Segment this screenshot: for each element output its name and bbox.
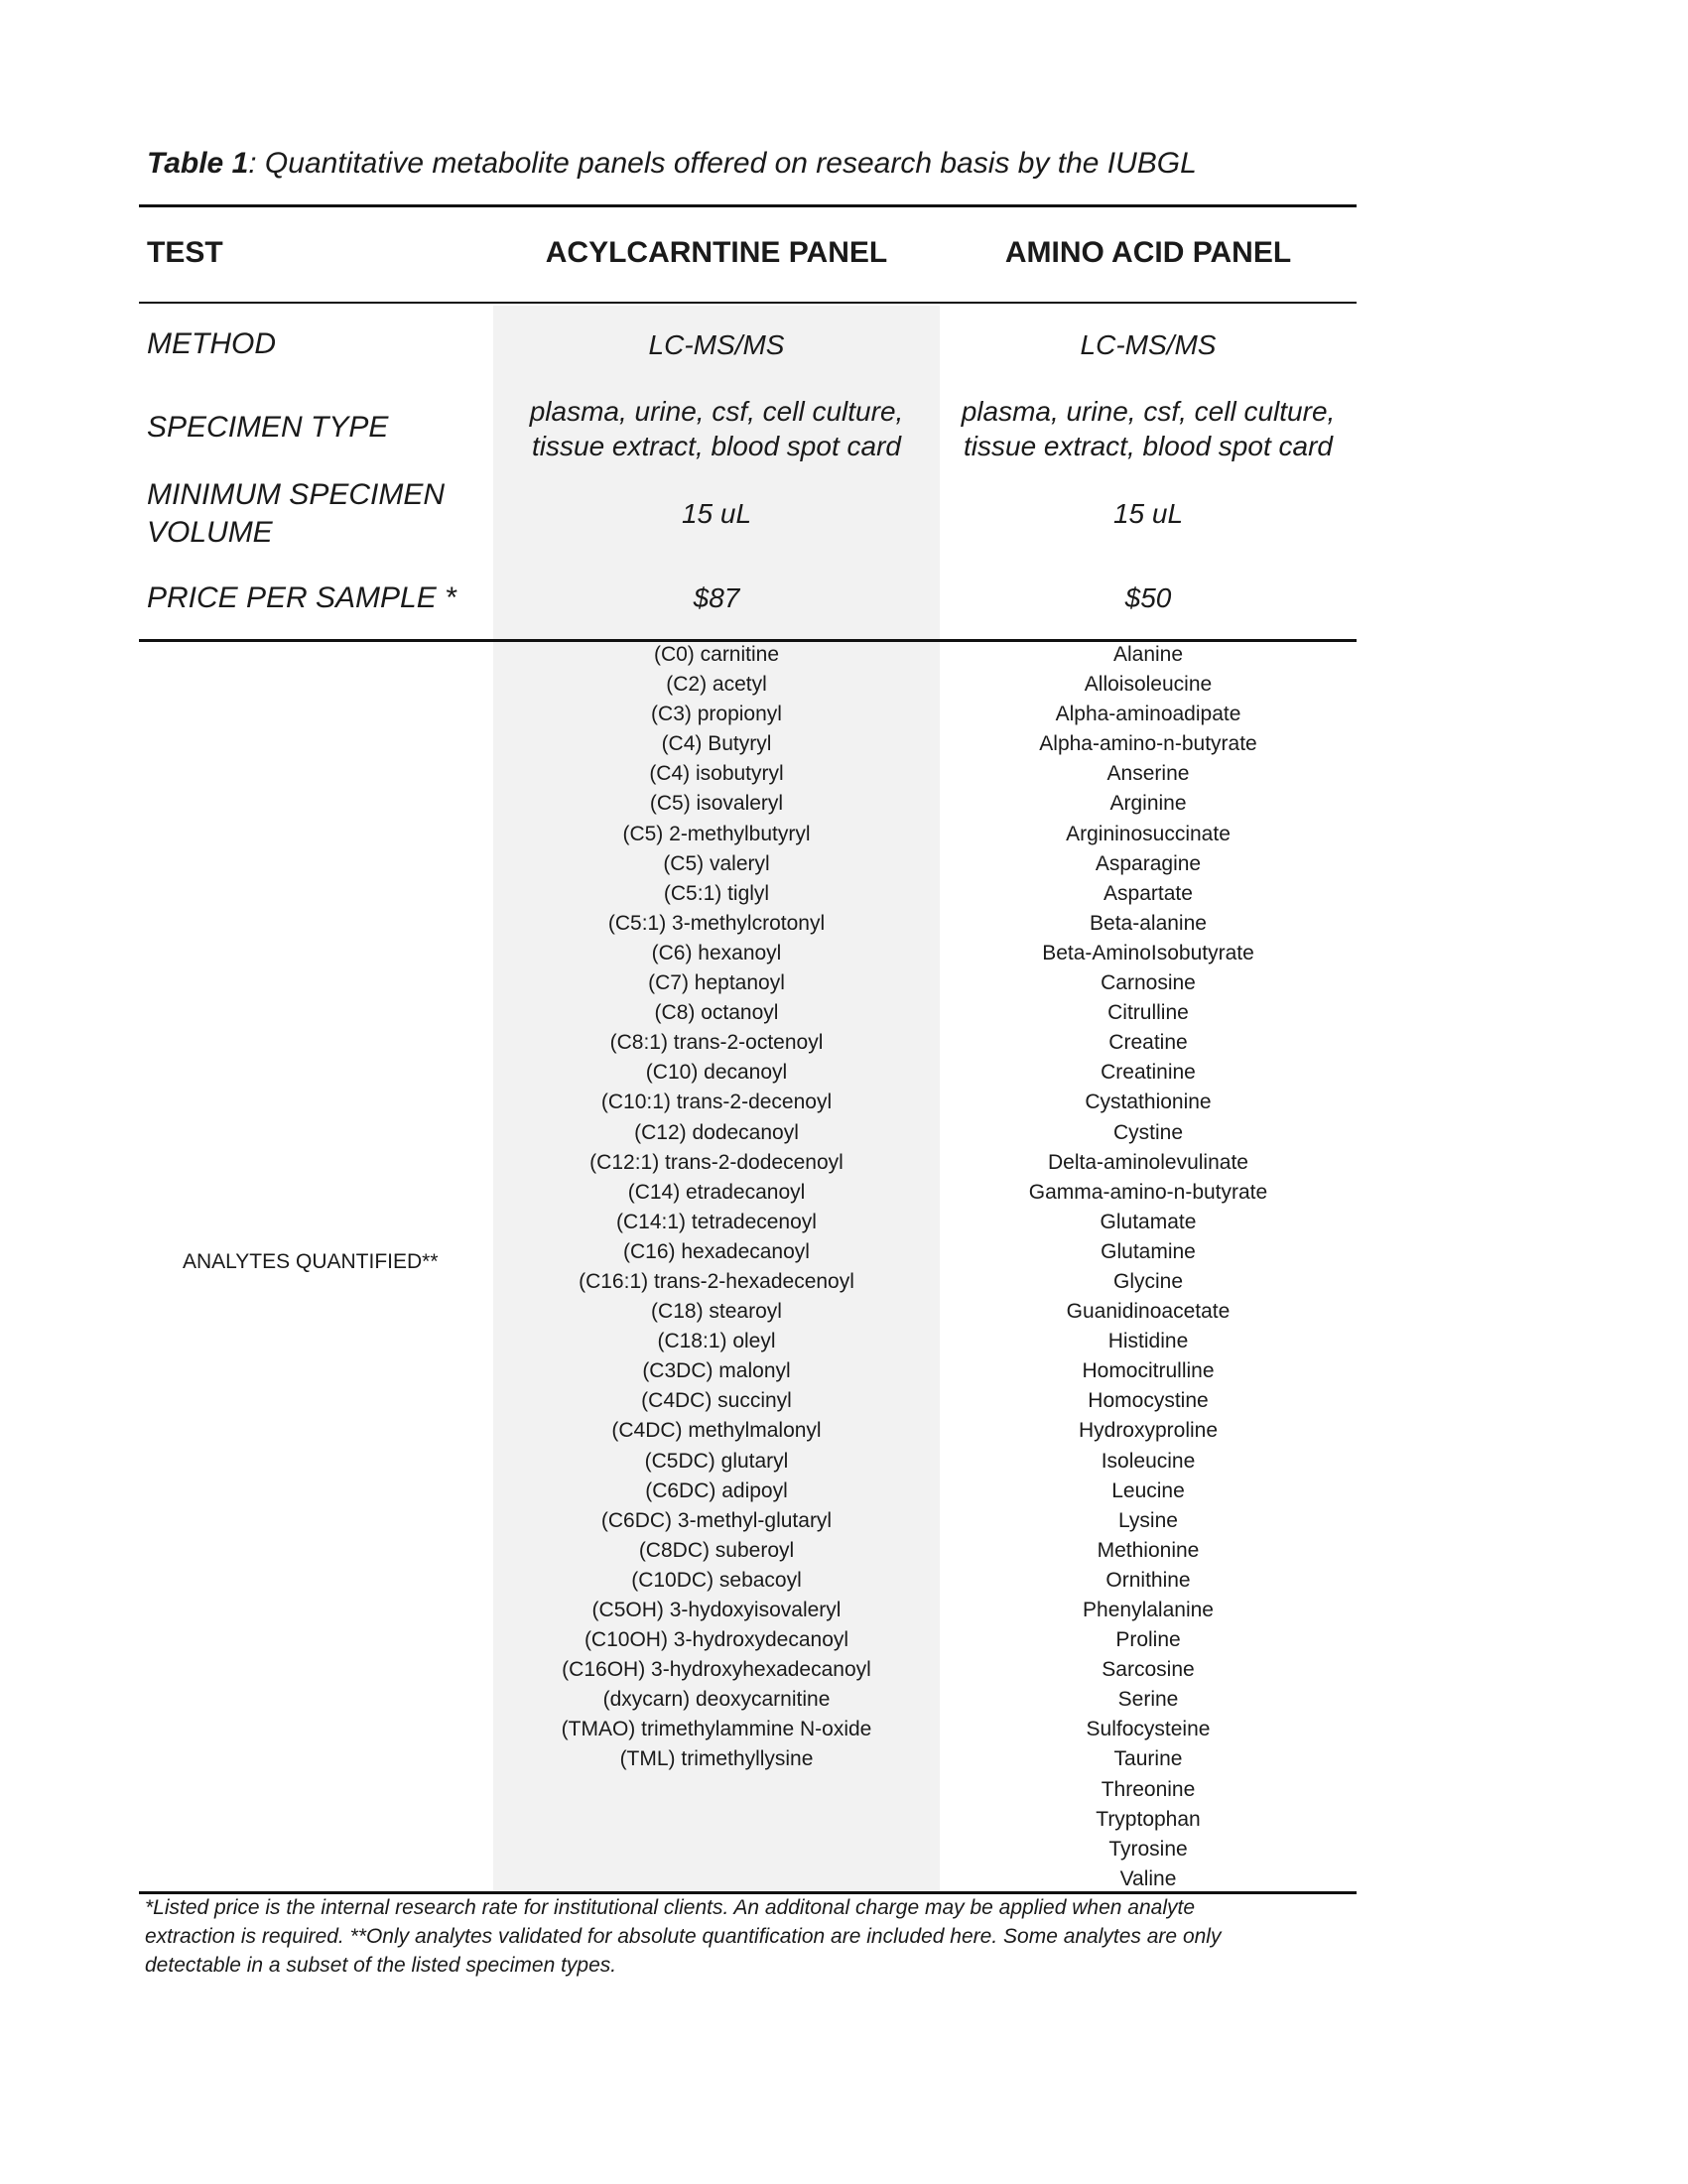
- analyte-list-item: Gamma-amino-n-butyrate: [1028, 1180, 1268, 1204]
- analyte-list-item: Creatine: [1108, 1031, 1188, 1055]
- analyte-list-item: Carnosine: [1101, 971, 1196, 995]
- analyte-list-item: Ornithine: [1105, 1568, 1191, 1592]
- table-top-rule: [139, 204, 1357, 207]
- table-caption-text: : Quantitative metabolite panels offered on research basis by the IUBGL: [248, 147, 1197, 180]
- analyte-list-item: (C3DC) malonyl: [642, 1359, 791, 1383]
- analyte-list-item: Alanine: [1112, 643, 1184, 666]
- specimen-amino-acid: [925, 394, 1371, 463]
- analyte-list-item: Asparagine: [1095, 851, 1202, 875]
- analyte-list-item: Valine: [1119, 1866, 1177, 1890]
- footnote-line3: detectable in a subset of the listed specimen types.: [145, 1954, 617, 1977]
- analyte-list-item: (C5:1) 3-methylcrotonyl: [607, 911, 826, 935]
- analyte-list-item: Threonine: [1101, 1777, 1196, 1801]
- analyte-list-item: Taurine: [1113, 1747, 1183, 1771]
- analyte-list-item: Methionine: [1097, 1538, 1200, 1562]
- analyte-list-item: Beta-AminoIsobutyrate: [1042, 941, 1254, 964]
- footnote-line1: *Listed price is the internal research rate for institutional clients. An additonal charge may be applied when analyte: [145, 1896, 1195, 1919]
- analyte-list-item: (C6) hexanoyl: [651, 941, 782, 964]
- analyte-list-item: Delta-aminolevulinate: [1048, 1150, 1248, 1174]
- analyte-list-item: Argininosuccinate: [1066, 822, 1231, 845]
- method-acylcarnitine: LC-MS/MS: [648, 329, 785, 360]
- analyte-list-item: Cystine: [1112, 1120, 1184, 1144]
- row-label-price-per-sample: PRICE PER SAMPLE *: [147, 581, 456, 614]
- analyte-list-item: Lysine: [1118, 1508, 1178, 1532]
- analyte-list-item: (TMAO) trimethylammine N-oxide: [561, 1718, 872, 1741]
- analyte-list-item: Aspartate: [1104, 881, 1193, 905]
- analyte-list-item: (C5) isovaleryl: [649, 792, 784, 816]
- analyte-list-item: (C4) isobutyryl: [649, 762, 784, 786]
- row-label-minimum-volume: [147, 476, 445, 552]
- analyte-list-item: Arginine: [1109, 792, 1187, 816]
- analyte-list-item: Sulfocysteine: [1086, 1718, 1211, 1741]
- price-acylcarnitine: $87: [693, 582, 740, 613]
- analyte-list-item: Tyrosine: [1108, 1837, 1188, 1861]
- specimen-amino-acid-line1: plasma, urine, csf, cell culture,: [961, 396, 1336, 427]
- amino-acid-analyte-list: [925, 640, 1371, 1894]
- analyte-list-item: (C0) carnitine: [653, 643, 780, 666]
- specimen-amino-acid-line2: tissue extract, blood spot card: [964, 431, 1333, 461]
- analyte-list-item: (dxycarn) deoxycarnitine: [602, 1688, 831, 1712]
- analyte-list-item: (C5OH) 3-hydoxyisovaleryl: [591, 1599, 842, 1621]
- analyte-list-item: (C14:1) tetradecenoyl: [616, 1210, 817, 1233]
- analyte-list-item: (C14) etradecanoyl: [627, 1180, 806, 1204]
- footnote-line2: extraction is required. **Only analytes validated for absolute quantification are included here. Some analytes are only: [145, 1925, 1222, 1948]
- analyte-list-item: Citrulline: [1107, 1001, 1189, 1025]
- analyte-list-item: (C18) stearoyl: [651, 1300, 782, 1324]
- analyte-list-item: (TML) trimethyllysine: [619, 1747, 814, 1771]
- analyte-list-item: Hydroxyproline: [1078, 1419, 1219, 1443]
- analyte-list-item: (C16OH) 3-hydroxyhexadecanoyl: [562, 1658, 871, 1682]
- analyte-list-item: (C8) octanoyl: [654, 1001, 779, 1025]
- method-amino-acid: LC-MS/MS: [1080, 329, 1217, 360]
- analyte-list-item: Leucine: [1111, 1478, 1185, 1502]
- row-label-minimum-volume-line2: VOLUME: [147, 516, 273, 549]
- analyte-list-item: (C10OH) 3-hydroxydecanoyl: [584, 1628, 849, 1652]
- analyte-list-item: (C10DC) sebacoyl: [631, 1568, 802, 1592]
- analyte-list-item: Homocitrulline: [1082, 1359, 1215, 1383]
- row-label-analytes-quantified: ANALYTES QUANTIFIED**: [183, 1250, 439, 1273]
- analyte-list-item: (C8:1) trans-2-octenoyl: [609, 1031, 824, 1055]
- analyte-list-item: Beta-alanine: [1090, 911, 1207, 935]
- analyte-list-item: Creatinine: [1101, 1061, 1196, 1085]
- analyte-list-item: Phenylalanine: [1083, 1599, 1214, 1621]
- acylcarnitine-analyte-list: [493, 640, 940, 1775]
- analyte-list-item: Alpha-amino-n-butyrate: [1039, 732, 1257, 756]
- analyte-list-item: Histidine: [1107, 1330, 1189, 1353]
- analyte-list-item: (C12) dodecanoyl: [634, 1120, 799, 1144]
- analyte-list-item: (C2) acetyl: [666, 673, 767, 697]
- row-label-minimum-volume-line1: MINIMUM SPECIMEN: [147, 478, 445, 511]
- analyte-list-item: (C5DC) glutaryl: [644, 1449, 789, 1473]
- header-acylcarnitine-panel: ACYLCARNTINE PANEL: [545, 236, 888, 269]
- analyte-list-item: (C3) propionyl: [651, 703, 782, 726]
- analyte-list-item: Alloisoleucine: [1084, 673, 1213, 697]
- analyte-list-item: Serine: [1117, 1688, 1179, 1712]
- header-amino-acid-panel: AMINO ACID PANEL: [1004, 236, 1292, 269]
- analyte-list-item: (C5:1) tiglyl: [663, 881, 770, 905]
- analyte-list-item: Sarcosine: [1102, 1658, 1195, 1682]
- analyte-list-item: (C18:1) oleyl: [657, 1330, 776, 1353]
- specimen-acylcarnitine-line1: plasma, urine, csf, cell culture,: [529, 396, 904, 427]
- table-caption: [147, 147, 1197, 181]
- analyte-list-item: (C6DC) 3-methyl-glutaryl: [600, 1508, 833, 1532]
- analyte-list-item: (C16) hexadecanoyl: [623, 1239, 810, 1263]
- analyte-list-item: (C16:1) trans-2-hexadecenoyl: [579, 1269, 854, 1293]
- analyte-list-item: (C7) heptanoyl: [648, 971, 785, 995]
- analyte-list-item: (C8DC) suberoyl: [638, 1538, 795, 1562]
- analyte-list-item: Cystathionine: [1085, 1091, 1212, 1114]
- analyte-list-item: Glycine: [1112, 1269, 1184, 1293]
- analyte-list-item: (C5) valeryl: [663, 851, 770, 875]
- analyte-list-item: Glutamate: [1100, 1210, 1197, 1233]
- volume-amino-acid: 15 uL: [1112, 498, 1184, 529]
- analyte-list-item: (C4DC) succinyl: [641, 1389, 792, 1413]
- analyte-list-item: Anserine: [1106, 762, 1190, 786]
- analyte-list-item: (C4) Butyryl: [661, 732, 772, 756]
- analyte-list-item: Tryptophan: [1096, 1807, 1201, 1831]
- price-amino-acid: $50: [1124, 582, 1172, 613]
- analyte-list-item: Homocystine: [1088, 1389, 1209, 1413]
- analyte-list-item: Proline: [1115, 1628, 1181, 1652]
- row-label-specimen-type: SPECIMEN TYPE: [147, 411, 389, 444]
- specimen-acylcarnitine-line2: tissue extract, blood spot card: [532, 431, 901, 461]
- analyte-list-item: (C4DC) methylmalonyl: [611, 1419, 822, 1443]
- volume-acylcarnitine: 15 uL: [681, 498, 752, 529]
- analyte-list-item: (C12:1) trans-2-dodecenoyl: [589, 1150, 844, 1174]
- analyte-list-item: Isoleucine: [1101, 1449, 1196, 1473]
- analyte-list-item: (C10:1) trans-2-decenoyl: [600, 1091, 833, 1114]
- analyte-list-item: (C10) decanoyl: [645, 1061, 788, 1085]
- analyte-list-item: Glutamine: [1101, 1239, 1196, 1263]
- analyte-list-item: Guanidinoacetate: [1066, 1300, 1231, 1324]
- table-caption-lead: Table 1: [147, 147, 249, 180]
- analyte-list-item: Alpha-aminoadipate: [1055, 703, 1241, 726]
- row-label-method: METHOD: [147, 327, 276, 360]
- specimen-acylcarnitine: [493, 394, 940, 463]
- analyte-list-item: (C5) 2-methylbutyryl: [622, 822, 811, 845]
- header-test: TEST: [147, 236, 223, 269]
- header-bottom-rule: [139, 302, 1357, 304]
- analyte-list-item: (C6DC) adipoyl: [645, 1478, 788, 1502]
- table-footnote: [145, 1893, 1365, 1980]
